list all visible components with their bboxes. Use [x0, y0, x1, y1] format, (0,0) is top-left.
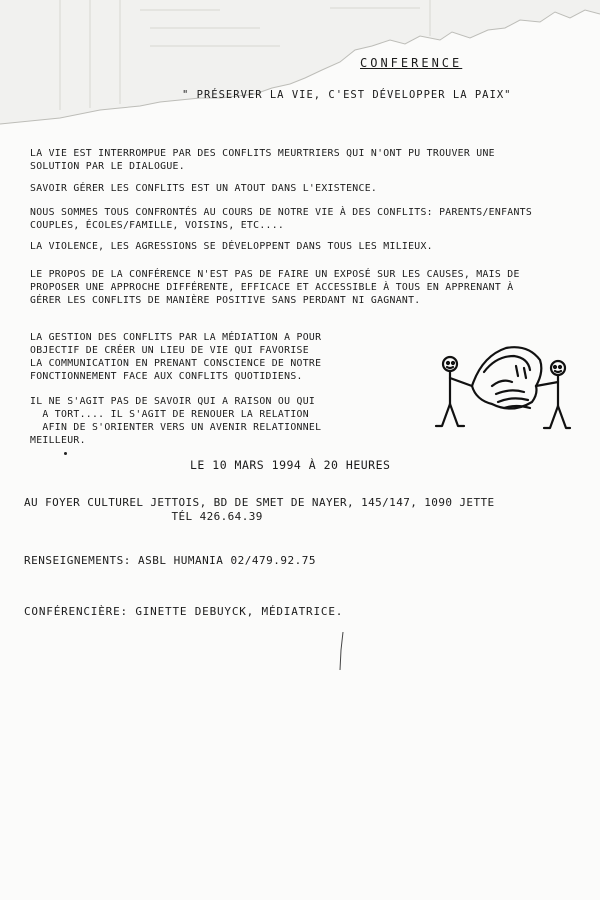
paragraph-7: IL NE S'AGIT PAS DE SAVOIR QUI A RAISON OU QUI A TORT.... IL S'AGIT DE RENOUER LA RELATION AFIN DE S'ORIENTER VERS UN AVENIR RELATIONNEL MEILLEUR.	[30, 396, 322, 446]
event-date: LE 10 MARS 1994 À 20 HEURES	[190, 458, 391, 472]
paragraph-2: SAVOIR GÉRER LES CONFLITS EST UN ATOUT DANS L'EXISTENCE.	[30, 183, 378, 194]
paragraph-4: LA VIOLENCE, LES AGRESSIONS SE DÉVELOPPENT DANS TOUS LES MILIEUX.	[30, 241, 433, 252]
pen-mark	[335, 630, 355, 690]
torn-paper-edge	[0, 0, 600, 150]
info-contact: RENSEIGNEMENTS: ASBL HUMANIA 02/479.92.75	[24, 554, 317, 567]
slogan: " PRÉSERVER LA VIE, C'EST DÉVELOPPER LA PAIX"	[182, 89, 512, 101]
event-venue: AU FOYER CULTUREL JETTOIS, BD DE SMET DE NAYER, 145/147, 1090 JETTE TÉL 426.64.39	[24, 496, 495, 523]
paragraph-1: LA VIE EST INTERROMPUE PAR DES CONFLITS MEURTRIERS QUI N'ONT PU TROUVER UNE SOLUTION PAR LE DIALOGUE.	[30, 148, 495, 172]
paragraph-6: LA GESTION DES CONFLITS PAR LA MÉDIATION A POUR OBJECTIF DE CRÉER UN LIEU DE VIE QUI FAVORISE LA COMMUNICATION EN PRENANT CONSCIENCE DE NOTRE FONCTIONNEMENT FACE AUX CONFLITS QUOTIDIENS.	[30, 332, 322, 382]
ink-dot	[64, 452, 67, 455]
paragraph-3: NOUS SOMMES TOUS CONFRONTÉS AU COURS DE NOTRE VIE À DES CONFLITS: PARENTS/ENFANTS COUPLES, ÉCOLES/FAMILLE, VOISINS, ETC....	[30, 207, 533, 231]
two-people-shaking-hands-icon	[432, 342, 572, 438]
conference-title: CONFERENCE	[360, 56, 463, 70]
paragraph-5: LE PROPOS DE LA CONFÉRENCE N'EST PAS DE FAIRE UN EXPOSÉ SUR LES CAUSES, MAIS DE PROPOSER UNE APPROCHE DIFFÉRENTE, EFFICACE ET ACCESSIBLE À TOUS EN APPRENANT À GÉRER LES CONFLITS DE MANIÈRE POSITIVE SANS PERDANT NI GAGNANT.	[30, 269, 520, 306]
speaker: CONFÉRENCIÈRE: GINETTE DEBUYCK, MÉDIATRICE.	[24, 605, 344, 618]
